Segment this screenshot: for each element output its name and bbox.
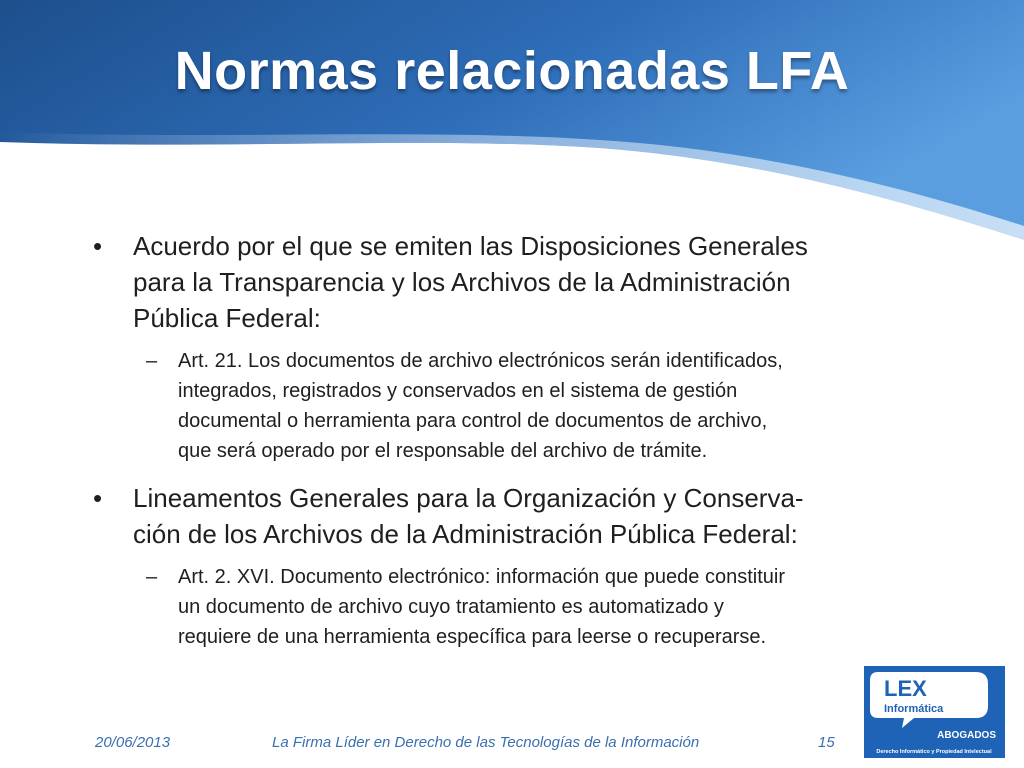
sub-line: Art. 2. XVI. Documento electrónico: información que puede constituir (178, 566, 785, 588)
logo-subtitle: Informática (884, 703, 944, 715)
lex-informatica-logo (864, 666, 1005, 758)
sub-line: documental o herramienta para control de documentos de archivo, (178, 410, 768, 432)
sub-line: Art. 21. Los documentos de archivo electrónicos serán identificados, (178, 350, 783, 372)
footer-tagline: La Firma Líder en Derecho de las Tecnologías de la Información (272, 734, 700, 751)
sub-line: requiere de una herramienta específica para leerse o recuperarse. (178, 626, 767, 648)
bullet-line: Acuerdo por el que se emiten las Disposiciones Generales (133, 231, 808, 261)
bullet-line: Pública Federal: (133, 303, 321, 333)
sub-line: un documento de archivo cuyo tratamiento es automatizado y (178, 596, 724, 618)
bullet-item-acuerdo (133, 228, 963, 336)
sub-item-art-2 (178, 562, 978, 652)
bullet-line: para la Transparencia y los Archivos de la Administración (133, 267, 791, 297)
bullet-line: Lineamentos Generales para la Organización y Conserva- (133, 483, 804, 513)
dash-icon: – (146, 566, 158, 588)
logo-caption: Derecho Informático y Propiedad Intelectual (876, 749, 992, 755)
bullet-item-lineamentos (133, 480, 963, 552)
header-wave-background (0, 0, 1024, 240)
dash-icon: – (146, 350, 158, 372)
sub-item-art-21 (178, 346, 978, 466)
bullet-icon: • (93, 483, 103, 513)
logo-badge: ABOGADOS (937, 730, 996, 741)
sub-line: que será operado por el responsable del archivo de trámite. (178, 440, 708, 462)
footer-date: 20/06/2013 (95, 734, 171, 751)
footer-page-number: 15 (818, 734, 835, 751)
logo-name: LEX (884, 676, 927, 701)
slide-title: Normas relacionadas LFA (174, 41, 850, 101)
bullet-line: ción de los Archivos de la Administración Pública Federal: (133, 519, 798, 549)
bullet-icon: • (93, 231, 103, 261)
sub-line: integrados, registrados y conservados en el sistema de gestión (178, 380, 738, 402)
